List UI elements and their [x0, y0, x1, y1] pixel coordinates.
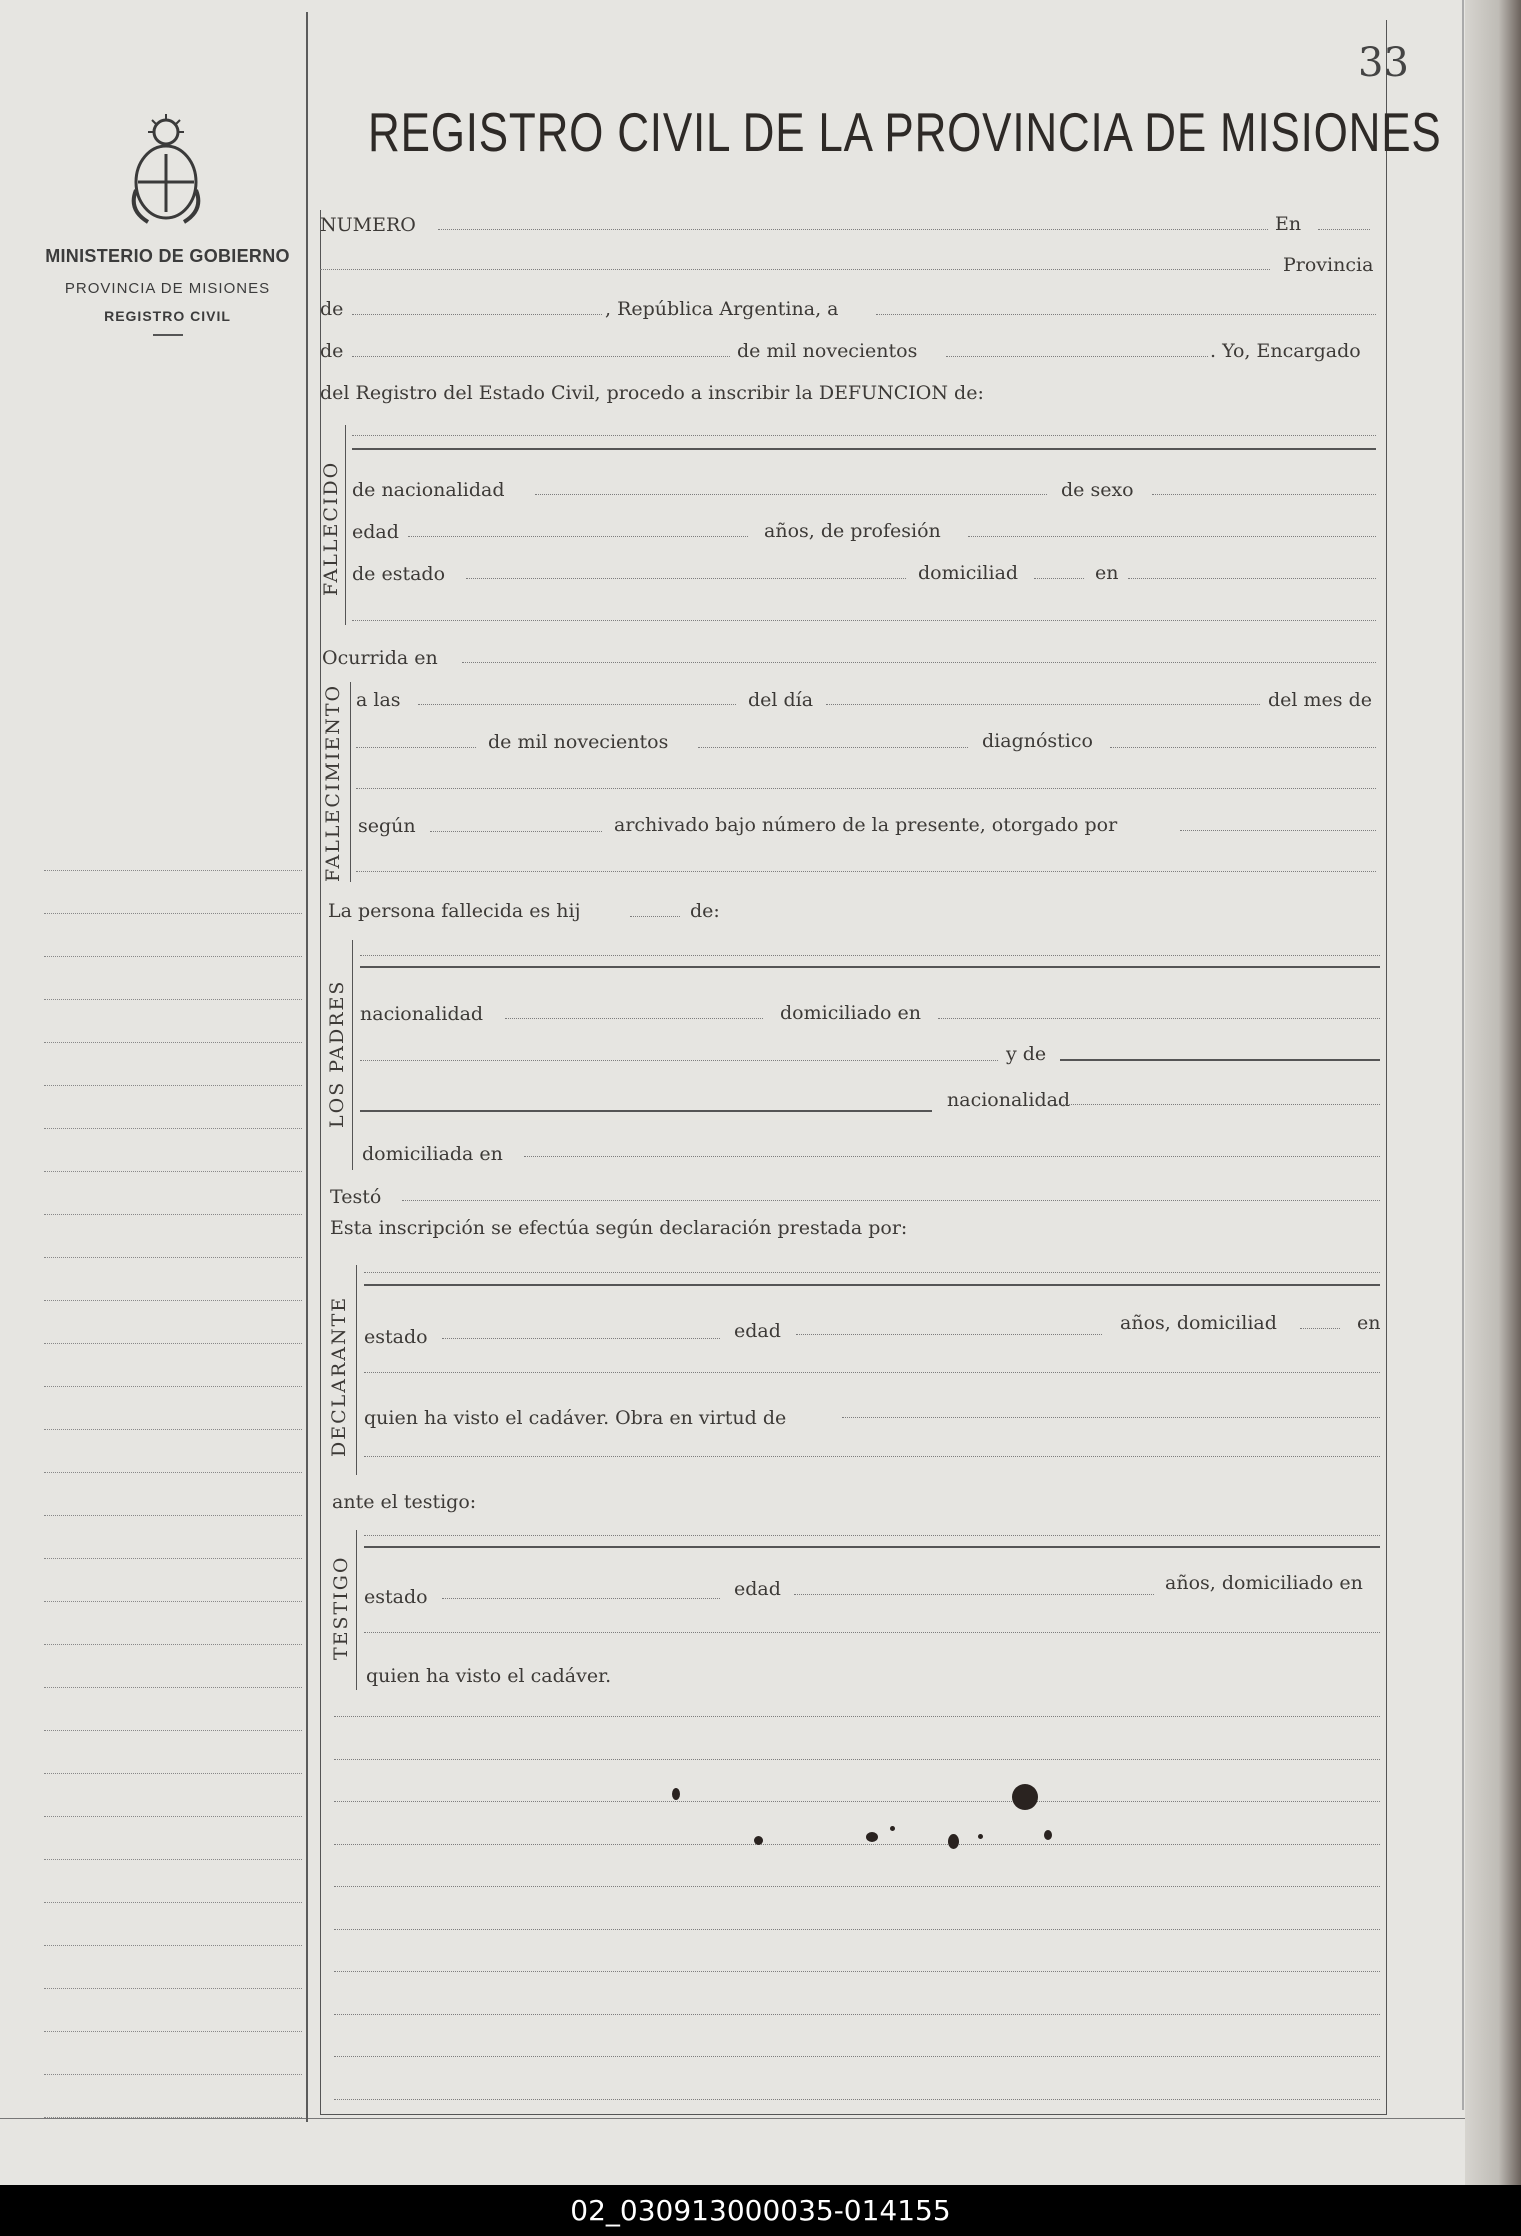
notes-rule[interactable]	[334, 1971, 1380, 1972]
fallecido-bracket	[345, 425, 346, 625]
sexo-line[interactable]	[1152, 494, 1376, 495]
quien-visto-label: quien ha visto el cadáver.	[366, 1665, 612, 1687]
declarante-estado-line[interactable]	[442, 1338, 720, 1339]
stub-rule	[44, 999, 302, 1000]
hijo-label: La persona fallecida es hij	[328, 900, 581, 922]
stub-rule	[44, 1558, 302, 1559]
declarante-bracket	[356, 1265, 357, 1475]
mother-name-line[interactable]	[1060, 1059, 1380, 1061]
fallecimiento-section-label: FALLECIMIENTO	[322, 683, 344, 882]
ink-stain	[754, 1836, 763, 1845]
mes-line[interactable]	[356, 747, 476, 748]
ministry-header	[30, 246, 305, 336]
month-line[interactable]	[352, 356, 730, 357]
estado-line[interactable]	[466, 578, 906, 579]
stub-rule	[44, 1730, 302, 1731]
de-label-2: de	[320, 340, 344, 362]
page-border	[1462, 0, 1464, 2110]
ante-testigo-label: ante el testigo:	[332, 1491, 477, 1513]
domiciliada-label: domiciliada en	[362, 1143, 503, 1165]
madre-domicilio-line[interactable]	[524, 1156, 1380, 1157]
ocurrida-label: Ocurrida en	[322, 647, 438, 669]
otorgado-line-2[interactable]	[356, 871, 1376, 872]
segun-label: según	[358, 815, 416, 837]
stub-rule	[44, 1171, 302, 1172]
stub-rule	[44, 1257, 302, 1258]
stub-rule	[44, 1042, 302, 1043]
testigo-section-label: TESTIGO	[330, 1555, 352, 1660]
profesion-label: años, de profesión	[764, 520, 941, 542]
testo-label: Testó	[330, 1186, 382, 1208]
declarante-estado-label: estado	[364, 1326, 428, 1348]
stub-rule	[44, 956, 302, 957]
hora-line[interactable]	[418, 704, 736, 705]
del-registro-label: del Registro del Estado Civil, procedo a inscribir la DEFUNCION de:	[320, 382, 984, 404]
domiciliad-label: domiciliad	[918, 562, 1019, 584]
padre-domicilio-line[interactable]	[938, 1018, 1380, 1019]
declarante-domiciliad-label: años, domiciliad	[1120, 1312, 1277, 1334]
domicile-line-2[interactable]	[352, 620, 1376, 621]
stub-column	[0, 0, 308, 2120]
notes-rule[interactable]	[334, 1886, 1380, 1887]
page-title: REGISTRO CIVIL DE LA PROVINCIA DE MISIONES	[368, 101, 1442, 163]
padres-section-label: LOS PADRES	[326, 979, 348, 1128]
stub-rule	[44, 870, 302, 871]
padre-nacionalidad-label: nacionalidad	[360, 1003, 484, 1025]
testigo-estado-line[interactable]	[442, 1598, 720, 1599]
testigo-edad-label: edad	[734, 1578, 781, 1600]
yo-encargado-label: . Yo, Encargado	[1210, 340, 1361, 362]
declarante-suffix-line[interactable]	[1300, 1328, 1340, 1329]
padre-nacionalidad-line[interactable]	[505, 1018, 763, 1019]
testigo-estado-label: estado	[364, 1586, 428, 1608]
en-line[interactable]	[1318, 229, 1370, 230]
stub-rule	[44, 1773, 302, 1774]
obra-line-2[interactable]	[364, 1456, 1380, 1457]
declarante-edad-line[interactable]	[796, 1334, 1102, 1335]
stub-rule	[44, 1816, 302, 1817]
stub-rule	[44, 1902, 302, 1903]
stub-rule	[44, 1214, 302, 1215]
padres-bracket	[352, 940, 353, 1170]
sexo-label: de sexo	[1061, 479, 1134, 501]
stub-rule	[44, 1300, 302, 1301]
inscripcion-label: Esta inscripción se efectúa según declaración prestada por:	[330, 1217, 908, 1239]
notes-rule[interactable]	[334, 1844, 1380, 1845]
diagnostico-label: diagnóstico	[982, 730, 1093, 752]
divider	[153, 334, 183, 336]
declarante-en-label: en	[1357, 1312, 1381, 1334]
declarante-edad-label: edad	[734, 1320, 781, 1342]
declarante-name-line[interactable]	[364, 1284, 1380, 1286]
obra-line[interactable]	[842, 1417, 1380, 1418]
father-line-top	[360, 955, 1380, 956]
stub-rule	[44, 2117, 302, 2118]
testigo-edad-line[interactable]	[794, 1594, 1154, 1595]
de-colon-label: de:	[690, 900, 720, 922]
stub-rule	[44, 1085, 302, 1086]
notes-rule[interactable]	[334, 1716, 1380, 1717]
page-edge	[1465, 0, 1521, 2185]
stub-divider	[306, 12, 308, 2122]
stub-rule	[44, 1644, 302, 1645]
edad-label: edad	[352, 521, 399, 543]
ink-stain	[866, 1832, 878, 1842]
otorgado-line[interactable]	[1180, 830, 1376, 831]
stub-rule	[44, 1472, 302, 1473]
stub-rule	[44, 1128, 302, 1129]
testigo-bracket	[356, 1530, 357, 1690]
ink-stain	[1012, 1784, 1038, 1810]
form-frame-bottom	[320, 2114, 1386, 2115]
year-line[interactable]	[946, 356, 1208, 357]
testigo-domiciliado-label: años, domiciliado en	[1165, 1572, 1363, 1594]
del-mes-label: del mes de	[1268, 689, 1372, 711]
declarante-line-top	[364, 1272, 1380, 1273]
stub-rule	[44, 1601, 302, 1602]
estado-label: de estado	[352, 563, 446, 585]
ink-stain	[672, 1788, 680, 1800]
diagnostico-line[interactable]	[1110, 747, 1376, 748]
stub-rule	[44, 2031, 302, 2032]
testigo-line-top	[364, 1535, 1380, 1536]
stub-rule	[44, 913, 302, 914]
nacionalidad-label: de nacionalidad	[352, 479, 505, 501]
segun-line[interactable]	[430, 831, 602, 832]
de-mil-novecientos-label: de mil novecientos	[737, 340, 918, 362]
date-line[interactable]	[876, 314, 1376, 315]
madre-nacionalidad-line[interactable]	[1056, 1104, 1380, 1105]
domiciliad-suffix-line[interactable]	[1034, 578, 1084, 579]
ink-stain	[890, 1826, 895, 1831]
deceased-name-line-top	[352, 435, 1376, 436]
de-label: de	[320, 298, 344, 320]
y-de-label: y de	[1006, 1043, 1047, 1065]
deceased-name-line[interactable]	[352, 448, 1376, 450]
domicile-line[interactable]	[1128, 578, 1376, 579]
stub-rule	[44, 1515, 302, 1516]
location-line[interactable]	[320, 269, 1270, 270]
quien-obra-label: quien ha visto el cadáver. Obra en virtud de	[364, 1407, 787, 1429]
ocurrida-line[interactable]	[462, 662, 1376, 663]
dia-line[interactable]	[826, 704, 1260, 705]
father-name-line[interactable]	[360, 966, 1380, 968]
ink-stain	[1044, 1830, 1052, 1840]
profesion-line[interactable]	[968, 536, 1376, 537]
de-mil-label-2: de mil novecientos	[488, 731, 669, 753]
a-las-label: a las	[356, 689, 401, 711]
edad-line[interactable]	[408, 536, 748, 537]
stub-rule	[44, 1343, 302, 1344]
padre-domiciliado-label: domiciliado en	[780, 1002, 922, 1024]
provincia-label: Provincia	[1283, 254, 1374, 276]
ink-stain	[948, 1834, 959, 1849]
form-frame-right	[1386, 20, 1387, 2115]
ink-stain	[978, 1834, 983, 1839]
stub-rule	[44, 1945, 302, 1946]
testigo-domicilio-line[interactable]	[364, 1632, 1380, 1633]
registry-name: REGISTRO CIVIL	[104, 308, 231, 324]
testo-line[interactable]	[402, 1200, 1380, 1201]
stub-rule	[44, 2074, 302, 2075]
del-dia-label: del día	[748, 689, 814, 711]
hijo-suffix-line[interactable]	[630, 916, 680, 917]
stub-rule	[44, 1386, 302, 1387]
en-label-2: en	[1095, 562, 1119, 584]
notes-rule[interactable]	[334, 1759, 1380, 1760]
stub-rule	[44, 1859, 302, 1860]
diagnostico-line-2[interactable]	[356, 788, 1376, 789]
madre-nacionalidad-label: nacionalidad	[947, 1089, 1071, 1111]
image-id-caption: 02_030913000035-014155	[0, 2185, 1521, 2236]
notes-rule[interactable]	[334, 2056, 1380, 2057]
notes-rule[interactable]	[334, 1801, 1380, 1802]
republica-label: , República Argentina, a	[605, 298, 839, 320]
notes-rule[interactable]	[334, 2014, 1380, 2015]
fallecimiento-bracket	[350, 682, 351, 882]
page-number: 33	[1358, 40, 1409, 86]
declarante-domicilio-line[interactable]	[364, 1372, 1380, 1373]
stub-rule	[44, 1988, 302, 1989]
province-name: PROVINCIA DE MISIONES	[64, 280, 271, 297]
ministry-name: MINISTERIO DE GOBIERNO	[45, 246, 290, 266]
de-line[interactable]	[352, 314, 602, 315]
declarante-section-label: DECLARANTE	[328, 1295, 350, 1457]
testigo-name-line[interactable]	[364, 1546, 1380, 1548]
stub-rule	[44, 1687, 302, 1688]
stub-rule	[44, 1429, 302, 1430]
anio-line[interactable]	[698, 747, 968, 748]
coat-of-arms-emblem	[118, 110, 214, 230]
notes-rule[interactable]	[334, 2099, 1380, 2100]
nacionalidad-line[interactable]	[535, 494, 1047, 495]
padre-domicilio-line-2[interactable]	[360, 1060, 998, 1061]
numero-line[interactable]	[438, 229, 1268, 230]
notes-rule[interactable]	[334, 1929, 1380, 1930]
numero-label: NUMERO	[320, 214, 416, 236]
fallecido-section-label: FALLECIDO	[320, 460, 342, 596]
mother-name-line-2[interactable]	[360, 1110, 932, 1112]
en-label: En	[1275, 213, 1302, 235]
archivado-label: archivado bajo número de la presente, otorgado por	[614, 814, 1118, 836]
